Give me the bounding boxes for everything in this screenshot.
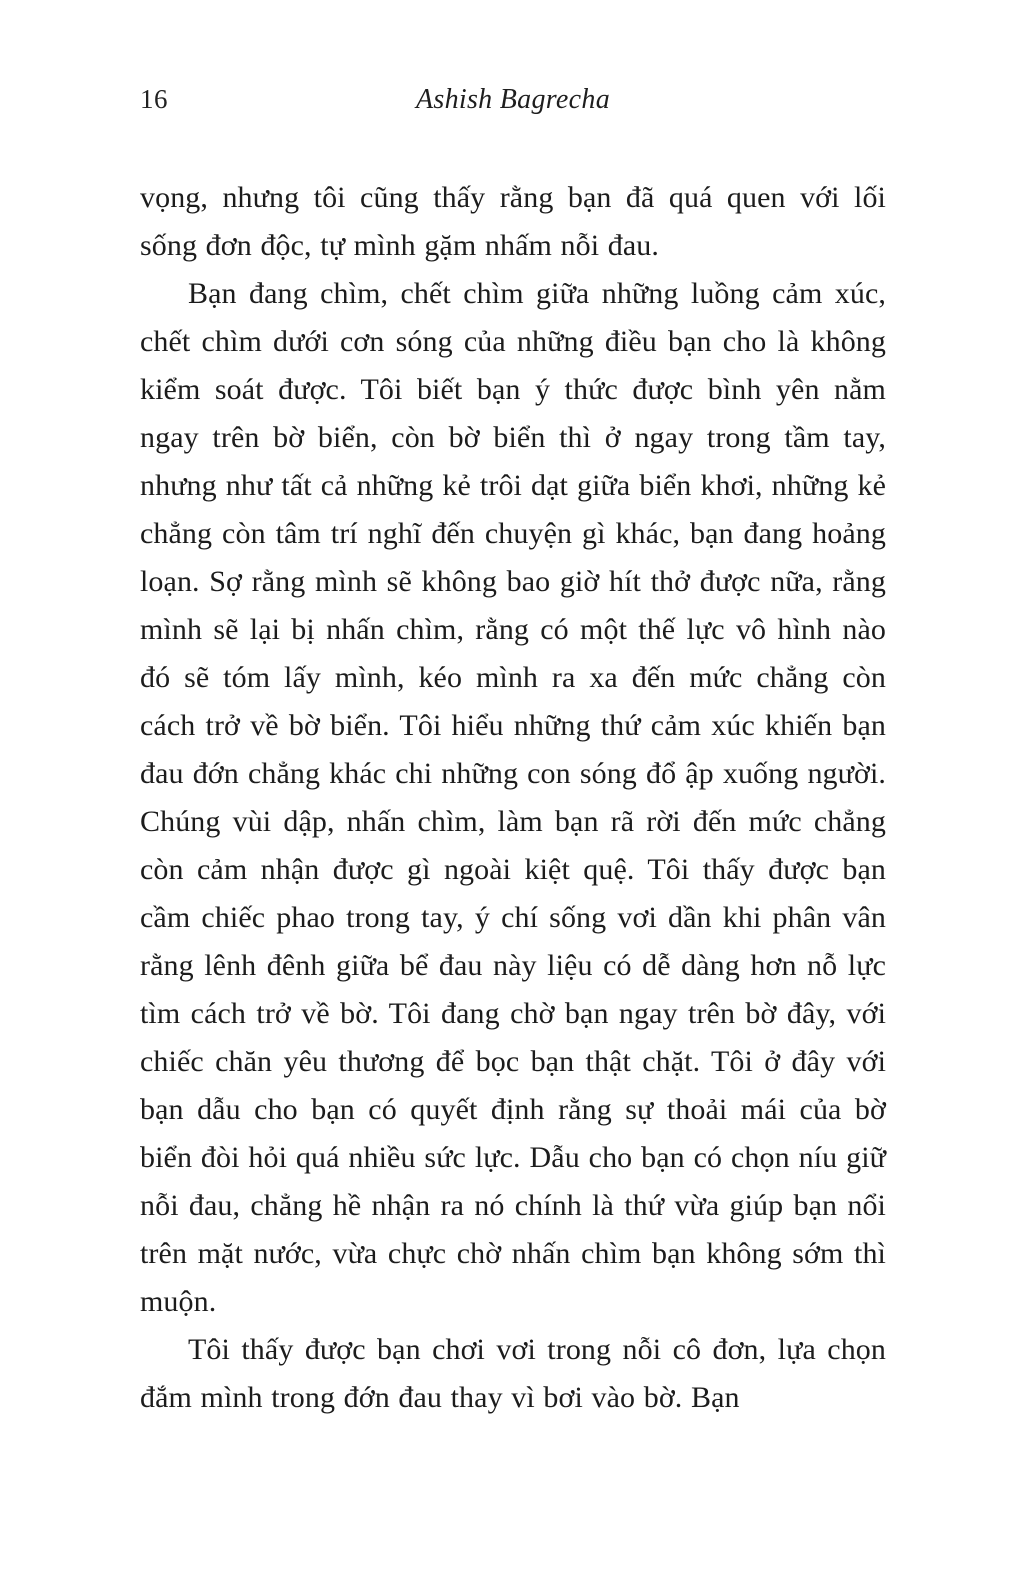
running-header-author: Ashish Bagrecha — [416, 84, 610, 115]
page-number: 16 — [140, 84, 168, 114]
running-header — [140, 84, 886, 118]
paragraph: Tôi thấy được bạn chơi vơi trong nỗi cô đơn, lựa chọn đắm mình trong đớn đau thay vì bơi vào bờ. Bạn — [140, 1333, 886, 1414]
page-body — [140, 174, 886, 1422]
paragraph-continuation: vọng, nhưng tôi cũng thấy rằng bạn đã quá quen với lối sống đơn độc, tự mình gặm nhấm nỗi đau. — [140, 181, 886, 262]
paragraph: Bạn đang chìm, chết chìm giữa những luồng cảm xúc, chết chìm dưới cơn sóng của những điều bạn cho là không kiểm soát được. Tôi biết bạn ý thức được bình yên nằm ngay trên bờ biển, còn bờ biển thì ở ngay trong tầm tay, nhưng như tất cả những kẻ trôi dạt giữa biển khơi, những kẻ chẳng còn tâm trí nghĩ đến chuyện gì khác, bạn đang hoảng loạn. Sợ rằng mình sẽ không bao giờ hít thở được nữa, rằng mình sẽ lại bị nhấn chìm, rằng có một thế lực vô hình nào đó sẽ tóm lấy mình, kéo mình ra xa đến mức chẳng còn cách trở về bờ biển. Tôi hiểu những thứ cảm xúc khiến bạn đau đớn chẳng khác chi những con sóng đổ ập xuống người. Chúng vùi dập, nhấn chìm, làm bạn rã rời đến mức chẳng còn cảm nhận được gì ngoài kiệt quệ. Tôi thấy được bạn cầm chiếc phao trong tay, ý chí sống vơi dần khi phân vân rằng lênh đênh giữa bể đau này liệu có dễ dàng hơn nỗ lực tìm cách trở về bờ. Tôi đang chờ bạn ngay trên bờ đây, với chiếc chăn yêu thương để bọc bạn thật chặt. Tôi ở đây với bạn dẫu cho bạn có quyết định rằng sự thoải mái của bờ biển đòi hỏi quá nhiều sức lực. Dẫu cho bạn có chọn níu giữ nỗi đau, chẳng hề nhận ra nó chính là thứ vừa giúp bạn nổi trên mặt nước, vừa chực chờ nhấn chìm bạn không sớm thì muộn. — [140, 277, 886, 1318]
